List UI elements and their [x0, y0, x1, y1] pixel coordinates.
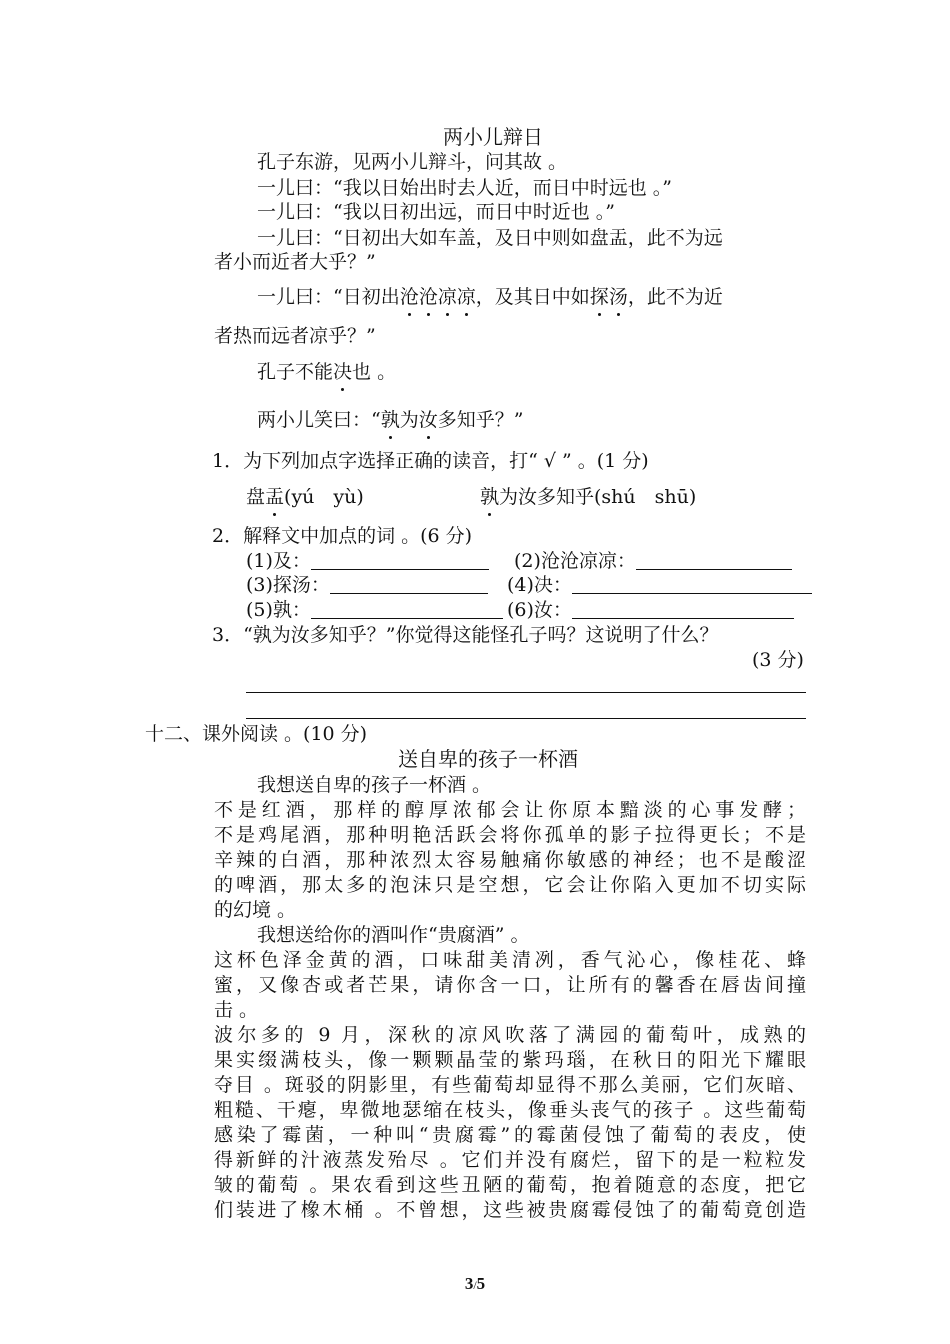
passage-line: 者小而近者大乎？”	[214, 251, 376, 273]
reading-line: 蜜，又像杏或者芒果，请你含一口，让所有的馨香在唇齿间撞	[214, 974, 806, 996]
page-number: 3/5	[464, 1274, 486, 1293]
passage-line: 一儿曰：“日初出沧沧凉凉，及其日中如探汤，此不为近	[257, 286, 723, 308]
dotted-char: 沧	[399, 286, 419, 308]
answer-2-6[interactable]: (6)汝：	[507, 598, 794, 622]
reading-line: 得新鲜的汁液蒸发殆尽 。它们并没有腐烂，留下的是一粒粒发	[214, 1149, 806, 1171]
question-1-option-a[interactable]: 盘盂(yú yù)	[246, 486, 364, 508]
reading-line: 辛辣的白酒，那种浓烈太容易触痛你敏感的神经；也不是酸涩	[214, 849, 806, 871]
answer-blank[interactable]	[311, 600, 503, 619]
dotted-char-jue: 决	[333, 361, 353, 383]
question-3-score: (3 分)	[752, 649, 804, 671]
reading-line: 们装进了橡木桶 。不曾想，这些被贵腐霉侵蚀了的葡萄竟创造	[214, 1199, 806, 1221]
answer-blank[interactable]	[330, 575, 488, 594]
passage-line: 两小儿笑曰：“孰为汝多知乎？”	[257, 409, 524, 431]
dotted-char: 凉	[437, 286, 457, 308]
reading-line: 感染了霉菌，一种叫“贵腐霉”的霉菌侵蚀了葡萄的表皮，使	[214, 1124, 806, 1146]
reading-line: 波尔多的 9 月，深秋的凉风吹落了满园的葡萄叶，成熟的	[214, 1024, 806, 1046]
question-1: 1．为下列加点字选择正确的读音，打“ √ ” 。(1 分)	[212, 450, 649, 472]
question-2: 2．解释文中加点的词 。(6 分)	[212, 525, 473, 547]
answer-blank[interactable]	[572, 575, 812, 594]
reading-line: 的幻境 。	[214, 899, 297, 921]
reading-line: 不是红酒，那样的醇厚浓郁会让你原本黯淡的心事发酵；	[214, 799, 806, 821]
answer-line[interactable]	[246, 692, 806, 693]
passage-line: 孔子不能决也 。	[257, 361, 397, 383]
answer-2-1[interactable]: (1)及：	[246, 549, 489, 573]
reading-line: 击 。	[214, 999, 259, 1021]
dotted-char-shu: 孰	[380, 409, 400, 431]
section-heading: 十二、课外阅读 。(10 分)	[145, 723, 368, 745]
reading-line: 我想送给你的酒叫作“贵腐酒” 。	[257, 924, 530, 946]
reading-line: 果实缀满枝头，像一颗颗晶莹的紫玛瑙，在秋日的阳光下耀眼	[214, 1049, 806, 1071]
answer-2-5[interactable]: (5)孰：	[246, 598, 503, 622]
passage-line: 一儿曰：“我以日始出时去人近，而日中时远也 。”	[257, 177, 672, 199]
dotted-char-yu: 盂	[265, 486, 285, 508]
reading-line: 夺目 。斑驳的阴影里，有些葡萄却显得不那么美丽，它们灰暗、	[214, 1074, 806, 1096]
answer-2-4[interactable]: (4)决：	[507, 573, 812, 597]
passage-line: 孔子东游，见两小儿辩斗，问其故 。	[257, 151, 568, 173]
reading-line: 这杯色泽金黄的酒，口味甜美清冽，香气沁心，像桂花、蜂	[214, 949, 806, 971]
dotted-word-tantang	[590, 286, 628, 308]
passage-line: 一儿曰：“日初出大如车盖，及日中则如盘盂，此不为远	[257, 227, 723, 249]
question-1-option-b[interactable]: 孰为汝多知乎(shú shū)	[480, 486, 697, 508]
answer-2-3[interactable]: (3)探汤：	[246, 573, 488, 597]
passage-title: 两小儿辩日	[443, 125, 543, 149]
dotted-word-canglang	[400, 286, 476, 308]
question-3: 3．“孰为汝多知乎？”你觉得这能怪孔子吗？这说明了什么？	[212, 624, 719, 646]
dotted-char: 汤	[608, 286, 628, 308]
reading-line: 皱的葡萄 。果农看到这些丑陋的葡萄，抱着随意的态度，把它	[214, 1174, 806, 1196]
dotted-char: 沧	[418, 286, 438, 308]
dotted-char-ru: 汝	[418, 409, 438, 431]
passage-line: 者热而远者凉乎？”	[214, 325, 376, 347]
reading-line: 不是鸡尾酒，那种明艳活跃会将你孤单的影子拉得更长；不是	[214, 824, 806, 846]
reading-line: 的啤酒，那太多的泡沫只是空想，它会让你陷入更加不切实际	[214, 874, 806, 896]
answer-blank[interactable]	[311, 551, 489, 570]
dotted-char: 探	[589, 286, 609, 308]
answer-line[interactable]	[246, 718, 806, 719]
reading-title: 送自卑的孩子一杯酒	[398, 747, 578, 771]
dotted-char-shu-q: 孰	[480, 486, 500, 508]
answer-2-2[interactable]: (2)沧沧凉凉：	[514, 549, 792, 573]
answer-blank[interactable]	[636, 551, 792, 570]
dotted-char: 凉	[456, 286, 476, 308]
answer-blank[interactable]	[572, 600, 794, 619]
reading-line: 我想送自卑的孩子一杯酒 。	[257, 774, 492, 796]
passage-line: 一儿曰：“我以日初出远，而日中时近也 。”	[257, 201, 615, 223]
reading-line: 粗糙、干瘪，卑微地瑟缩在枝头，像垂头丧气的孩子 。这些葡萄	[214, 1099, 806, 1121]
